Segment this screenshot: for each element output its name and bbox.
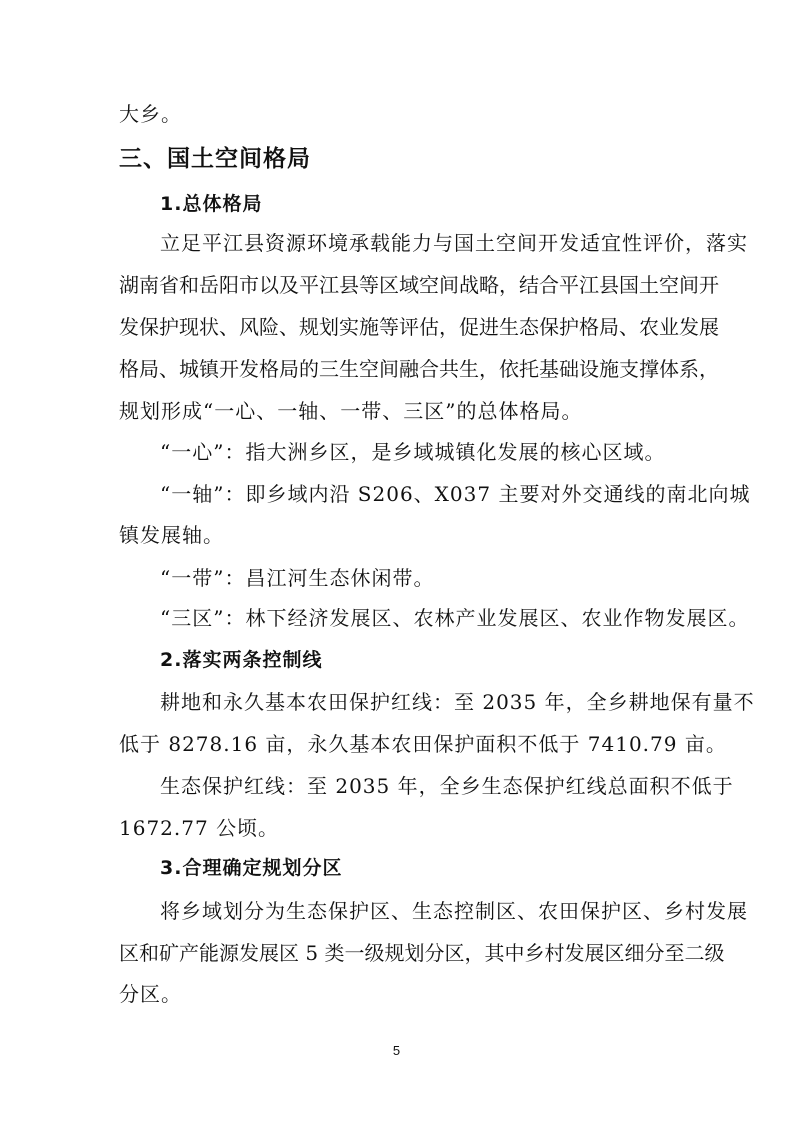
- paragraph-line: 发保护现状、风险、规划实施等评估，促进生态保护格局、农业发展: [119, 315, 719, 339]
- paragraph-line: 1672.77 公顷。: [119, 816, 280, 840]
- subsection-heading: 1.总体格局: [160, 193, 263, 215]
- paragraph-line: 生态保护红线：至 2035 年，全乡生态保护红线总面积不低于: [160, 774, 734, 798]
- paragraph-line: 将乡域划分为生态保护区、生态控制区、农田保护区、乡村发展: [160, 899, 748, 923]
- paragraph-line: “一轴”：即乡域内沿 S206、X037 主要对外交通线的南北向城: [160, 482, 751, 506]
- paragraph-line: 湖南省和岳阳市以及平江县等区域空间战略，结合平江县国土空间开: [119, 273, 719, 297]
- paragraph-line: 立足平江县资源环境承载能力与国土空间开发适宜性评价，落实: [160, 231, 748, 255]
- paragraph-line: 大乡。: [119, 102, 182, 126]
- paragraph-line: “一带”：昌江河生态休闲带。: [160, 566, 435, 590]
- subsection-heading: 2.落实两条控制线: [160, 649, 323, 671]
- paragraph-line: 镇发展轴。: [119, 523, 224, 547]
- paragraph-line: 分区。: [119, 982, 182, 1006]
- paragraph-line: 低于 8278.16 亩，永久基本农田保护面积不低于 7410.79 亩。: [119, 732, 727, 756]
- paragraph-line: 规划形成“一心、一轴、一带、三区”的总体格局。: [119, 399, 583, 423]
- paragraph-line: 耕地和永久基本农田保护红线：至 2035 年，全乡耕地保有量不: [160, 690, 755, 714]
- paragraph-line: 格局、城镇开发格局的三生空间融合共生，依托基础设施支撑体系，: [119, 357, 719, 381]
- paragraph-line: 区和矿产能源发展区 5 类一级规划分区，其中乡村发展区细分至二级: [119, 941, 725, 965]
- paragraph-line: “一心”：指大洲乡区，是乡域城镇化发展的核心区域。: [160, 440, 666, 464]
- subsection-heading: 3.合理确定规划分区: [160, 857, 343, 879]
- paragraph-line: “三区”：林下经济发展区、农林产业发展区、农业作物发展区。: [160, 606, 750, 630]
- section-heading: 三、国土空间格局: [119, 146, 311, 172]
- page-number: 5: [392, 1043, 401, 1058]
